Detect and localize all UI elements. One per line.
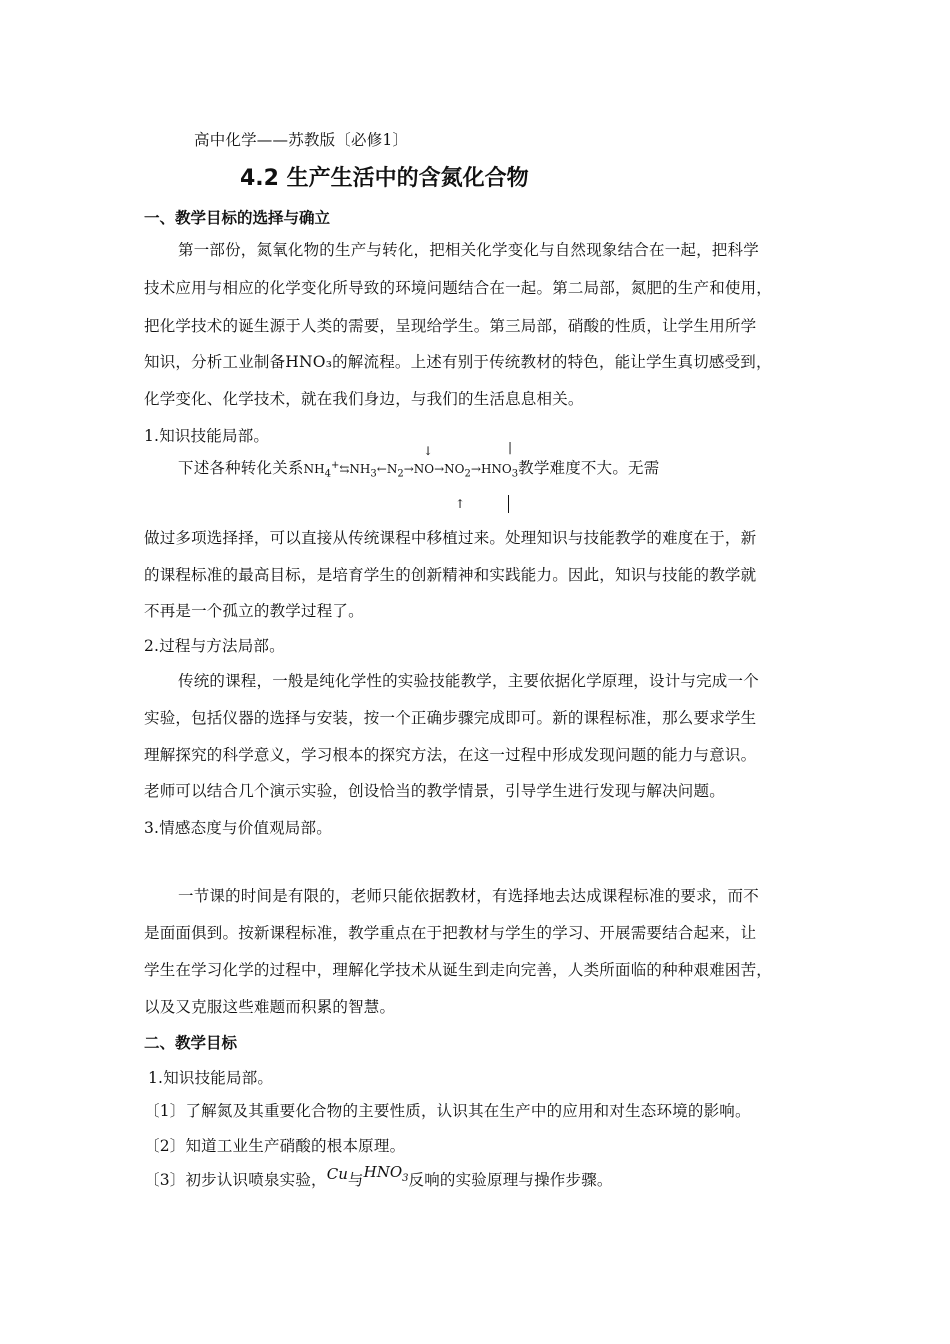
- goal-prefix: 〔3〕初步认识喷泉实验，: [144, 1171, 327, 1189]
- paragraph-line: 化学变化、化学技术，就在我们身边，与我们的生活息息相关。: [144, 390, 584, 408]
- paragraph-line: 传统的课程，一般是纯化学性的实验技能教学，主要依据化学原理，设计与完成一个: [178, 672, 759, 690]
- paragraph-line: 一节课的时间是有限的，老师只能依据教材，有选择地去达成课程标准的要求，而不: [178, 887, 759, 905]
- conversion-prefix: 下述各种转化关系: [178, 459, 304, 477]
- goal-connector: 与: [347, 1171, 364, 1189]
- subsection-heading: 1.知识技能局部。: [144, 427, 270, 445]
- goal-item: 〔2〕知道工业生产硝酸的根本原理。: [144, 1137, 406, 1155]
- goal-item: 〔1〕了解氮及其重要化合物的主要性质，认识其在生产中的应用和对生态环境的影响。: [144, 1102, 751, 1120]
- up-arrow-icon: ↑: [455, 497, 466, 511]
- paragraph-line: 第一部份，氮氧化物的生产与转化，把相关化学变化与自然现象结合在一起，把科学: [178, 241, 759, 259]
- subsection-heading: 1.知识技能局部。: [148, 1069, 274, 1087]
- paragraph-line: 以及又克服这些难题而积累的智慧。: [144, 998, 396, 1016]
- vertical-bar: |: [508, 440, 513, 454]
- formula-hno3: $HNO_3$: [363, 1163, 409, 1184]
- conversion-equation: [178, 456, 659, 479]
- right-arrow-icon: →: [403, 462, 414, 476]
- course-label: 高中化学——苏教版〔必修1〕: [194, 131, 409, 149]
- section-heading: 二、教学目标: [144, 1034, 238, 1052]
- paragraph-line: 实验，包括仪器的选择与安装，按一个正确步骤完成即可。新的课程标准，那么要求学生: [144, 709, 757, 727]
- paragraph-line: 理解探究的科学意义，学习根本的探究方法，在这一过程中形成发现问题的能力与意识。: [144, 746, 757, 764]
- subsection-heading: 3.情感态度与价值观局部。: [144, 819, 332, 837]
- paragraph-line: 是面面俱到。按新课程标准，教学重点在于把教材与学生的学习、开展需要结合起来，让: [144, 924, 757, 942]
- formula-cu: Cu: [326, 1165, 348, 1183]
- formula-no: NO: [413, 462, 435, 476]
- subsection-heading: 2.过程与方法局部。: [144, 637, 285, 655]
- page-title: 4.2 生产生活中的含氮化合物: [240, 166, 529, 191]
- double-arrow-icon: ⇆: [339, 462, 350, 476]
- paragraph-line: 知识，分析工业制备HNO₃的解流程。上述有别于传统教材的特色，能让学生真切感受到，: [144, 353, 772, 371]
- section-heading: 一、教学目标的选择与确立: [144, 209, 331, 227]
- left-arrow-icon: ←: [376, 462, 387, 476]
- right-arrow-icon: →: [470, 462, 481, 476]
- vertical-line: [508, 495, 509, 513]
- paragraph-line: 技术应用与相应的化学变化所导致的环境问题结合在一起。第二局部，氮肥的生产和使用，: [144, 279, 773, 297]
- paragraph-line: 做过多项选择择，可以直接从传统课程中移植过来。处理知识与技能教学的难度在于，新: [144, 529, 757, 547]
- paragraph-line: 把化学技术的诞生源于人类的需要，呈现给学生。第三局部，硝酸的性质，让学生用所学: [144, 317, 757, 335]
- conversion-suffix: 教学难度不大。无需: [518, 459, 660, 477]
- formula-hno3: $HNO_3$: [480, 462, 519, 480]
- goal-suffix: 反响的实验原理与操作步骤。: [408, 1171, 613, 1189]
- formula-nh4: $NH_4^+$: [303, 460, 340, 480]
- paragraph-line: 老师可以结合几个演示实验，创设恰当的教学情景，引导学生进行发现与解决问题。: [144, 782, 725, 800]
- formula-no2: $NO_2$: [444, 462, 471, 480]
- paragraph-line: 学生在学习化学的过程中，理解化学技术从诞生到走向完善，人类所面临的种种艰难困苦，: [144, 961, 773, 979]
- right-arrow-icon: →: [434, 462, 445, 476]
- paragraph-line: 不再是一个孤立的教学过程了。: [144, 602, 364, 620]
- goal-item: [144, 1163, 613, 1192]
- formula-n2: $N_2$: [386, 462, 404, 480]
- paragraph-line: 的课程标准的最高目标，是培育学生的创新精神和实践能力。因此，知识与技能的教学就: [144, 566, 757, 584]
- formula-nh3: $NH_3$: [349, 462, 377, 480]
- down-arrow-icon: ↓: [423, 444, 434, 458]
